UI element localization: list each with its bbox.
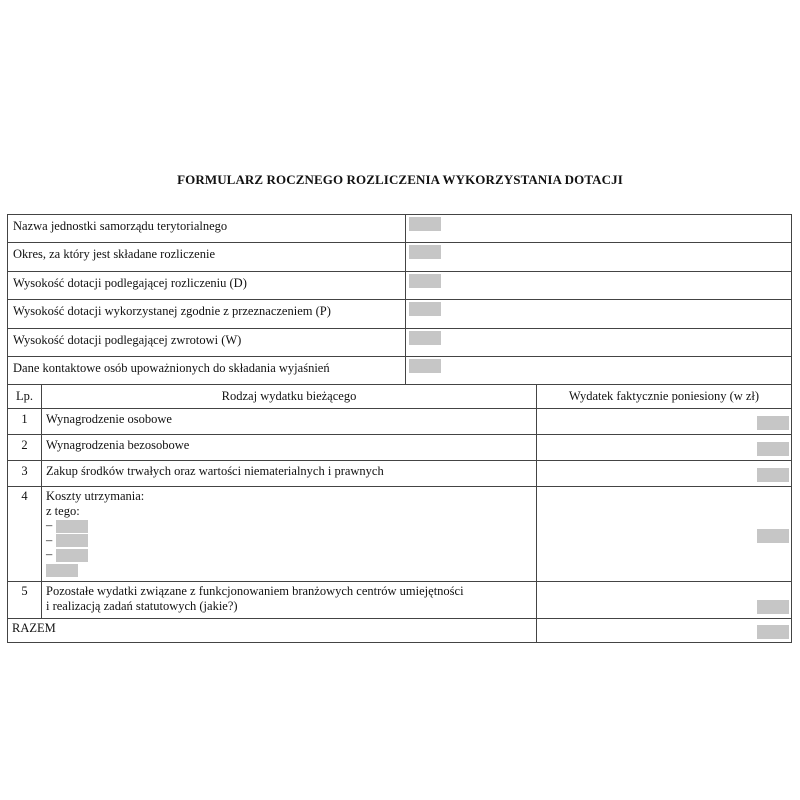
expense-type: Wynagrodzenia bezosobowe [42,435,537,461]
sub-item [46,547,536,562]
redacted-placeholder [757,416,789,430]
total-row [8,619,792,643]
redacted-placeholder [409,302,441,316]
dash: – [46,518,53,532]
table-header-row [8,385,792,409]
table-row [8,435,792,461]
form-title: FORMULARZ ROCZNEGO ROZLICZENIA WYKORZYSTANIA DOTACJI [177,172,623,187]
info-label: Wysokość dotacji wykorzystanej zgodnie z przeznaczeniem (P) [8,300,406,328]
info-value-field[interactable] [406,356,792,384]
header-amount: Wydatek faktycznie poniesiony (w zł) [537,385,792,409]
row-number: 1 [8,409,42,435]
info-value-field[interactable] [406,215,792,243]
info-label: Nazwa jednostki samorządu terytorialnego [8,215,406,243]
expense-type-line2: i realizacją zadań statutowych (jakie?) [46,598,238,613]
redacted-placeholder [56,520,88,533]
redacted-placeholder [56,534,88,547]
table-row [8,582,792,619]
dash: – [46,532,53,547]
redacted-placeholder [409,217,441,231]
info-row-w [8,328,792,356]
redacted-placeholder [757,625,789,639]
row-number: 4 [8,487,42,582]
info-label: Okres, za który jest składane rozliczenie [8,243,406,271]
expense-type: Koszty utrzymania: [46,489,145,503]
row-number: 5 [8,582,42,619]
row-number: 2 [8,435,42,461]
info-row-d [8,271,792,299]
info-row-p [8,300,792,328]
amount-field[interactable] [537,461,792,487]
expense-type-other [42,582,537,619]
info-value-field[interactable] [406,271,792,299]
expense-type-line1: Pozostałe wydatki związane z funkcjonowaniem branżowych centrów umiejętności [46,584,464,598]
header-expense-type: Rodzaj wydatku bieżącego [42,385,537,409]
amount-field[interactable] [537,487,792,582]
expense-type-maintenance [42,487,537,582]
sub-item [46,533,536,548]
info-label: Wysokość dotacji podlegającej zwrotowi (W) [8,328,406,356]
redacted-placeholder [757,442,789,456]
redacted-placeholder [757,600,789,614]
info-value-field[interactable] [406,243,792,271]
total-amount-field[interactable] [537,619,792,643]
redacted-placeholder [409,274,441,288]
redacted-placeholder [757,468,789,482]
redacted-placeholder [409,331,441,345]
info-row-jst [8,215,792,243]
table-row [8,461,792,487]
amount-field[interactable] [537,435,792,461]
sub-label: z tego: [46,503,80,518]
table-row [8,409,792,435]
amount-field[interactable] [537,582,792,619]
expense-type: Wynagrodzenie osobowe [42,409,537,435]
sub-item [46,518,536,533]
redacted-placeholder [46,564,78,577]
info-row-period [8,243,792,271]
redacted-placeholder [409,359,441,373]
redacted-placeholder [757,529,789,543]
info-label: Dane kontaktowe osób upoważnionych do składania wyjaśnień [8,356,406,384]
sub-item [46,562,536,577]
info-value-field[interactable] [406,328,792,356]
amount-field[interactable] [537,409,792,435]
redacted-placeholder [409,245,441,259]
header-lp: Lp. [8,385,42,409]
info-row-contact [8,356,792,384]
info-table [7,214,792,385]
redacted-placeholder [56,549,88,562]
total-label: RAZEM [8,619,537,643]
info-value-field[interactable] [406,300,792,328]
info-label: Wysokość dotacji podlegającej rozliczeniu (D) [8,271,406,299]
expense-table [7,384,792,643]
expense-type: Zakup środków trwałych oraz wartości niematerialnych i prawnych [42,461,537,487]
dash: – [46,547,53,562]
table-row [8,487,792,582]
row-number: 3 [8,461,42,487]
